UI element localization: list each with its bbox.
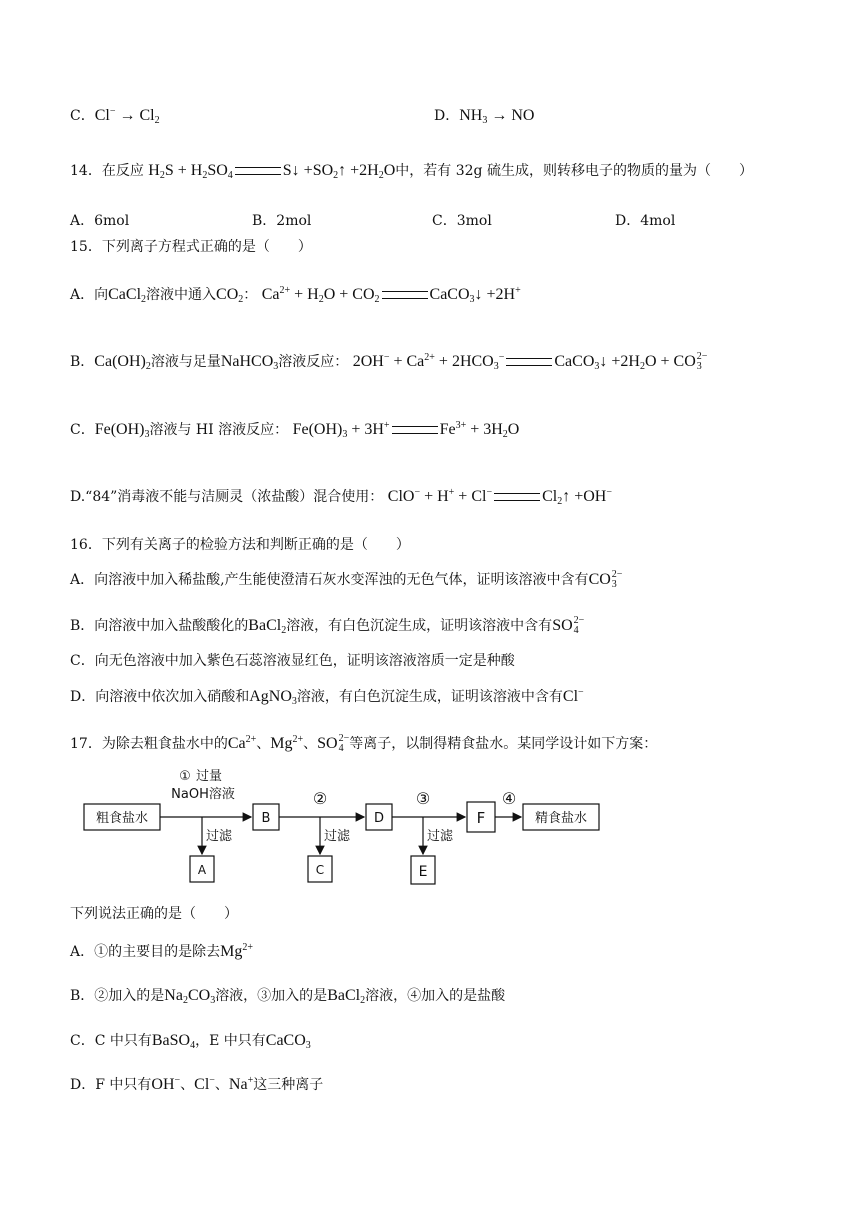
q15-stem: 15．下列离子方程式正确的是（ ） (70, 239, 312, 255)
label-filter-1: 过滤 (206, 829, 233, 844)
label-step2: ② (312, 789, 328, 808)
q15-option-c: C．$Fe(OH)_3$溶液与 HI 溶液反应： $Fe(OH)_3 + 3H^+$ $Fe^{3+} + 3H_2O$ (70, 420, 520, 440)
q14-option-a: A．6mol (70, 213, 130, 229)
q14-option-c: C．3mol (432, 213, 492, 229)
label-step1-b: NaOH溶液 (171, 787, 235, 802)
label-b: B (261, 811, 271, 826)
label-e: E (418, 864, 428, 880)
q15-option-a: A．向CaCl$_2$溶液中通入$CO_2$： $Ca^{2+} + H_2O + CO_2$ CaCO$_3$↓ +2H+ (70, 285, 521, 305)
q16-option-d: D．向溶液中依次加入硝酸和AgNO$_3$溶液，有白色沉淀生成，证明该溶液中含有Cl− (70, 687, 584, 707)
label-filter-2: 过滤 (324, 829, 351, 844)
q15-option-d: D.“84”消毒液不能与洁厕灵（浓盐酸）混合使用： ClO− + H+ + Cl− $Cl_2↑ +OH^-$ (70, 487, 612, 507)
q15-option-b: B．$Ca(OH)_2$溶液与足量NaHCO$_3$溶液反应： $2OH^- + Ca^{2+} + 2HCO_3^-$ CaCO$_3$↓ $+2H_2O$ + CO 2− 3 (70, 351, 708, 373)
q17-prompt: 下列说法正确的是（ ） (70, 906, 238, 922)
q17-option-d: D．F 中只有OH−、Cl−、Na+这三种离子 (70, 1075, 324, 1093)
label-step3: ③ (415, 789, 431, 808)
q16-option-a: A．向溶液中加入稀盐酸,产生能使澄清石灰水变浑浊的无色气体，证明该溶液中含有CO 2− 3 (70, 569, 623, 591)
q14-stem: 14．在反应 $H_2S + H_2SO_4$ S↓ $+SO_2↑ +2H_2O$中，若有 32g 硫生成，则转移电子的物质的量为（ ） (70, 162, 753, 181)
q14-option-b: B．2mol (252, 213, 312, 229)
q14-option-d: D．4mol (615, 213, 676, 229)
q16-option-b: B．向溶液中加入盐酸酸化的BaCl$_2$溶液，有白色沉淀生成，证明该溶液中含有SO 2− 4 (70, 615, 585, 637)
q13-option-d: D．$NH_3$ → NO (434, 107, 535, 126)
label-f: F (476, 809, 486, 827)
label-filter-3: 过滤 (427, 829, 454, 844)
label-crude-brine: 粗食盐水 (95, 811, 149, 826)
label-d: D (373, 811, 385, 826)
label-step4: ④ (501, 789, 517, 808)
q17-option-a: A．①的主要目的是除去$Mg^{2+}$ (70, 942, 253, 960)
label-step1-a: 过量 (195, 769, 223, 784)
q16-stem: 16．下列有关离子的检验方法和判断正确的是（ ） (70, 537, 410, 553)
q13-option-c: C．$Cl^- \to Cl_2$ (70, 106, 160, 126)
q17-option-c: C．C 中只有BaSO$_4$，E 中只有CaCO$_3$ (70, 1032, 311, 1051)
label-c: C (315, 863, 325, 877)
label-step1-num: ① (179, 769, 191, 784)
q17-option-b: B．②加入的是$Na_2CO_3$溶液，③加入的是BaCl$_2$溶液，④加入的是盐酸 (70, 987, 506, 1006)
q16-option-c: C．向无色溶液中加入紫色石蕊溶液显红色，证明该溶液溶质一定是种酸 (70, 653, 515, 669)
flow-diagram (0, 760, 860, 890)
label-a: A (197, 863, 207, 877)
label-pure-brine: 精食盐水 (534, 811, 588, 826)
q17-stem: 17．为除去粗食盐水中的$Ca^{2+}$、$Mg^{2+}$、SO 2− 4 等离子，以制得精食盐水。某同学设计如下方案： (70, 733, 658, 755)
